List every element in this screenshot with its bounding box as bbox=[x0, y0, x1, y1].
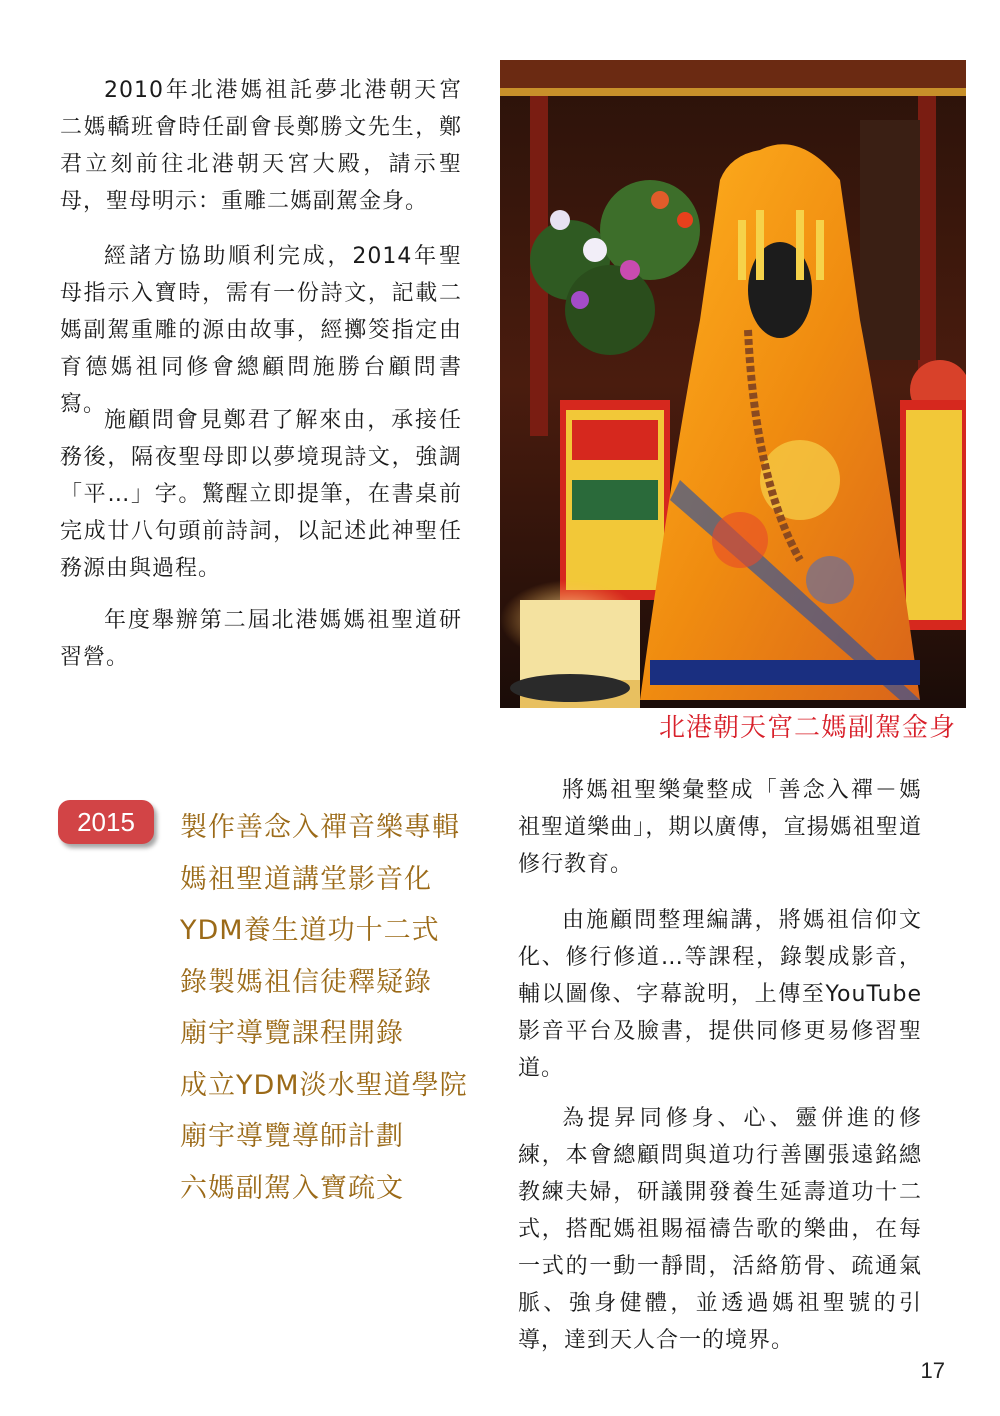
left-paragraph-2: 經諸方協助順利完成，2014年聖母指示入寶時，需有一份詩文，記載二媽副駕重雕的源由故事，經擲筊指定由育德媽祖同修會總顧問施勝台顧問書寫。 bbox=[60, 244, 462, 417]
right-paragraph-3: 為提昇同修身、心、靈併進的修練，本會總顧問與道功行善團張遠銘總教練夫婦，研議開發養生延壽道功十二式，搭配媽祖賜福禱告歌的樂曲，在每一式的一動一靜間，活絡筋骨、疏通氣脈、強身健體，並透過媽祖聖號的引導，達到天人合一的境界。 bbox=[518, 1106, 922, 1353]
mazu-statue-photo bbox=[500, 60, 966, 708]
left-paragraph-1: 2010年北港媽祖託夢北港朝天宮二媽轎班會時任副會長鄭勝文先生，鄭君立刻前往北港朝天宮大殿，請示聖母，聖母明示：重雕二媽副駕金身。 bbox=[60, 78, 462, 214]
milestone-item: 錄製媽祖信徒釋疑錄 bbox=[180, 966, 432, 998]
milestone-item: 廟宇導覽導師計劃 bbox=[180, 1121, 404, 1152]
photo-caption: 北港朝天宮二媽副駕金身 bbox=[658, 713, 956, 743]
milestone-item: 六媽副駕入寶疏文 bbox=[180, 1172, 404, 1204]
left-paragraph-4: 年度舉辦第二屆北港媽媽祖聖道研習營。 bbox=[60, 608, 462, 670]
mazu-statue-illustration bbox=[500, 60, 966, 708]
year-badge: 2015 bbox=[58, 800, 154, 844]
milestone-item: YDM養生道功十二式 bbox=[180, 915, 440, 946]
milestone-item: 廟宇導覽課程開錄 bbox=[180, 1018, 404, 1049]
right-paragraph-2: 由施顧問整理編講，將媽祖信仰文化、修行修道…等課程，錄製成影音，輔以圖像、字幕說明，上傳至YouTube影音平台及臉書，提供同修更易修習聖道。 bbox=[518, 908, 922, 1081]
milestone-item: 成立YDM淡水聖道學院 bbox=[180, 1069, 468, 1101]
milestone-item: 製作善念入禪音樂專輯 bbox=[180, 812, 460, 843]
milestone-item: 媽祖聖道講堂影音化 bbox=[180, 863, 432, 895]
page-number: 17 bbox=[920, 1358, 945, 1383]
milestone-list bbox=[180, 802, 468, 1214]
left-paragraph-3: 施顧問會見鄭君了解來由，承接任務後，隔夜聖母即以夢境現詩文，強調「平…」字。驚醒立即提筆，在書桌前完成廿八句頭前詩詞，以記述此神聖任務源由與過程。 bbox=[60, 408, 462, 581]
right-paragraph-1: 將媽祖聖樂彙整成「善念入禪－媽祖聖道樂曲」，期以廣傳，宣揚媽祖聖道修行教育。 bbox=[518, 778, 922, 877]
